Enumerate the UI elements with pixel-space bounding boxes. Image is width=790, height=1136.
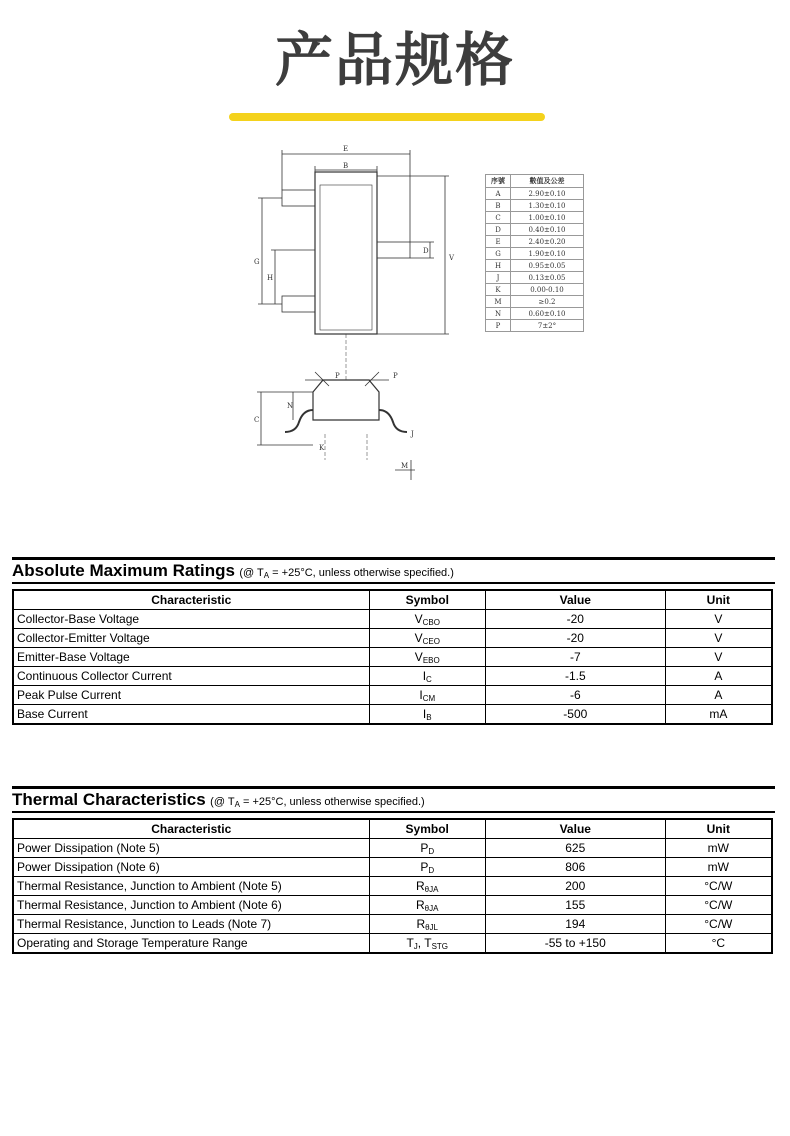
symbol-cell (369, 839, 485, 858)
symbol-letter: V (414, 611, 423, 626)
dimension-row (486, 200, 584, 212)
dimension-row (486, 212, 584, 224)
table-row (13, 648, 772, 667)
symbol-subscript: D (428, 865, 435, 875)
abs-max-title: Absolute Maximum Ratings (12, 561, 235, 580)
dimension-id: A (486, 188, 511, 200)
dimension-id: E (486, 236, 511, 248)
symbol-subscript: θJA (424, 884, 439, 894)
characteristic-cell: Power Dissipation (Note 5) (13, 839, 369, 858)
header-unit: Unit (665, 590, 772, 610)
dimension-value: 2.90±0.10 (511, 188, 584, 200)
dimension-id: B (486, 200, 511, 212)
dim-label-p-right: P (393, 372, 398, 380)
side-view-body (313, 380, 379, 420)
dimension-id: K (486, 284, 511, 296)
lead-left-bottom (282, 296, 315, 312)
dimension-value: 1.90±0.10 (511, 248, 584, 260)
page-title: 产品规格 (274, 26, 515, 94)
unit-cell: °C/W (665, 896, 772, 915)
thermal-note: (@ $T_A = +25^\circ C$, unless otherwise specified.) (210, 796, 425, 809)
symbol-cell (369, 705, 485, 725)
value-cell: -500 (485, 705, 665, 725)
dimension-row (486, 260, 584, 272)
symbol-cell (369, 610, 485, 629)
table-row (13, 915, 772, 934)
symbol-subscript: θJL (425, 922, 439, 932)
symbol-letter: I (422, 706, 427, 721)
symbol-subscript: STG (431, 941, 449, 951)
dimension-row (486, 320, 584, 332)
value-cell: 625 (485, 839, 665, 858)
symbol-letter: I (422, 668, 427, 683)
value-cell: -55 to +150 (485, 934, 665, 954)
table-row (13, 839, 772, 858)
package-body-outer (315, 172, 377, 334)
symbol-subscript: EBO (422, 655, 440, 665)
unit-cell: mW (665, 858, 772, 877)
dim-label-j: J (411, 430, 414, 438)
dimension-id: H (486, 260, 511, 272)
dimension-header-value: 數值及公差 (511, 175, 584, 188)
symbol-cell (369, 877, 485, 896)
dimension-row (486, 272, 584, 284)
title-underline (229, 113, 545, 121)
symbol-letter: I (419, 687, 423, 702)
dimension-row (486, 296, 584, 308)
dimension-id: D (486, 224, 511, 236)
dimension-id: M (486, 296, 511, 308)
symbol-subscript: CM (422, 693, 436, 703)
page-header (0, 20, 790, 100)
thermal-table (12, 818, 773, 954)
abs-max-note: (@ $T_A = +25^\circ C$, unless otherwise specified.) (239, 567, 454, 580)
thermal-title: Thermal Characteristics (12, 790, 206, 809)
package-body-inner (320, 185, 372, 330)
symbol-cell (369, 934, 485, 954)
dimension-value: 1.00±0.10 (511, 212, 584, 224)
thermal-section (12, 786, 775, 954)
symbol-subscript: J (413, 941, 418, 951)
dimension-value: 0.95±0.05 (511, 260, 584, 272)
dimension-value: 7±2° (511, 320, 584, 332)
characteristic-cell: Operating and Storage Temperature Range (13, 934, 369, 954)
header-symbol: Symbol (369, 590, 485, 610)
thermal-heading (12, 789, 775, 811)
characteristic-cell: Continuous Collector Current (13, 667, 369, 686)
characteristic-cell: Thermal Resistance, Junction to Leads (Note 7) (13, 915, 369, 934)
characteristic-cell: Collector-Emitter Voltage (13, 629, 369, 648)
dimension-value: 0.60±0.10 (511, 308, 584, 320)
table-row (13, 934, 772, 954)
dim-label-c: C (254, 416, 260, 424)
dimension-value: 2.40±0.20 (511, 236, 584, 248)
abs-max-heading (12, 560, 775, 582)
unit-cell: mW (665, 839, 772, 858)
dim-label-n: N (287, 402, 294, 410)
symbol-cell (369, 686, 485, 705)
header-characteristic: Characteristic (13, 819, 369, 839)
dimension-row (486, 188, 584, 200)
dimension-row (486, 284, 584, 296)
symbol-cell (369, 858, 485, 877)
abs-max-table (12, 589, 773, 725)
characteristic-cell: Base Current (13, 705, 369, 725)
unit-cell: A (665, 686, 772, 705)
symbol-cell (369, 629, 485, 648)
value-cell: -1.5 (485, 667, 665, 686)
table-row (13, 877, 772, 896)
dimension-id: G (486, 248, 511, 260)
symbol-subscript: θJA (424, 903, 439, 913)
characteristic-cell: Collector-Base Voltage (13, 610, 369, 629)
symbol-cell (369, 896, 485, 915)
unit-cell: °C (665, 934, 772, 954)
table-row (13, 667, 772, 686)
symbol-subscript: CEO (422, 636, 440, 646)
table-row (13, 858, 772, 877)
characteristic-cell: Power Dissipation (Note 6) (13, 858, 369, 877)
dim-label-v: V (449, 254, 455, 262)
dim-label-g: G (254, 258, 260, 266)
value-cell: 806 (485, 858, 665, 877)
dim-label-e: E (343, 145, 349, 153)
symbol-letter: R (415, 878, 425, 893)
dimension-value: 0.00-0.10 (511, 284, 584, 296)
lead-left-top (282, 190, 315, 206)
symbol-subscript: D (428, 846, 435, 856)
dimension-table (485, 174, 584, 332)
value-cell: 200 (485, 877, 665, 896)
dim-label-h: H (267, 274, 274, 282)
header-characteristic: Characteristic (13, 590, 369, 610)
dim-label-d: D (423, 247, 429, 255)
symbol-subscript: C (426, 674, 432, 684)
unit-cell: °C/W (665, 877, 772, 896)
symbol-letter: R (415, 897, 425, 912)
symbol-letter: , T (417, 935, 432, 950)
dimension-id: C (486, 212, 511, 224)
symbol-subscript: B (426, 712, 432, 722)
dimension-row (486, 236, 584, 248)
unit-cell: V (665, 629, 772, 648)
table-row (13, 610, 772, 629)
unit-cell: mA (665, 705, 772, 725)
unit-cell: °C/W (665, 915, 772, 934)
value-cell: -20 (485, 629, 665, 648)
dimension-id: J (486, 272, 511, 284)
dimension-row (486, 248, 584, 260)
table-row (13, 705, 772, 725)
dimension-value: 1.30±0.10 (511, 200, 584, 212)
unit-cell: V (665, 610, 772, 629)
dimension-header-id: 序號 (486, 175, 511, 188)
value-cell: 194 (485, 915, 665, 934)
value-cell: -6 (485, 686, 665, 705)
side-view-lead-left (285, 410, 313, 432)
dim-label-k: K (319, 444, 325, 452)
symbol-letter: P (420, 840, 429, 855)
dimension-row (486, 224, 584, 236)
dimension-id: N (486, 308, 511, 320)
dim-label-b: B (343, 162, 349, 170)
abs-max-table-header (13, 590, 772, 610)
characteristic-cell: Emitter-Base Voltage (13, 648, 369, 667)
symbol-letter: V (414, 649, 423, 664)
symbol-cell (369, 667, 485, 686)
header-value: Value (485, 590, 665, 610)
dim-label-p-left: P (335, 372, 340, 380)
dim-label-m: M (401, 462, 409, 470)
table-row (13, 629, 772, 648)
dimension-value: 0.40±0.10 (511, 224, 584, 236)
dimension-value: ≥0.2 (511, 296, 584, 308)
abs-max-section (12, 557, 775, 725)
header-unit: Unit (665, 819, 772, 839)
value-cell: -20 (485, 610, 665, 629)
dimension-value: 0.13±0.05 (511, 272, 584, 284)
lead-right (377, 242, 410, 258)
unit-cell: A (665, 667, 772, 686)
dimension-row (486, 308, 584, 320)
thermal-table-header (13, 819, 772, 839)
symbol-cell (369, 648, 485, 667)
symbol-letter: R (416, 916, 426, 931)
dimension-id: P (486, 320, 511, 332)
characteristic-cell: Thermal Resistance, Junction to Ambient (Note 5) (13, 877, 369, 896)
characteristic-cell: Peak Pulse Current (13, 686, 369, 705)
table-row (13, 896, 772, 915)
side-view-lead-right (379, 410, 407, 432)
characteristic-cell: Thermal Resistance, Junction to Ambient (Note 6) (13, 896, 369, 915)
symbol-letter: V (414, 630, 423, 645)
package-outline-drawing (245, 140, 480, 480)
header-symbol: Symbol (369, 819, 485, 839)
value-cell: -7 (485, 648, 665, 667)
table-row (13, 686, 772, 705)
symbol-cell (369, 915, 485, 934)
symbol-letter: P (420, 859, 429, 874)
value-cell: 155 (485, 896, 665, 915)
symbol-subscript: CBO (422, 617, 440, 627)
dimension-table-header (486, 175, 584, 188)
header-value: Value (485, 819, 665, 839)
symbol-letter: T (406, 935, 414, 950)
unit-cell: V (665, 648, 772, 667)
